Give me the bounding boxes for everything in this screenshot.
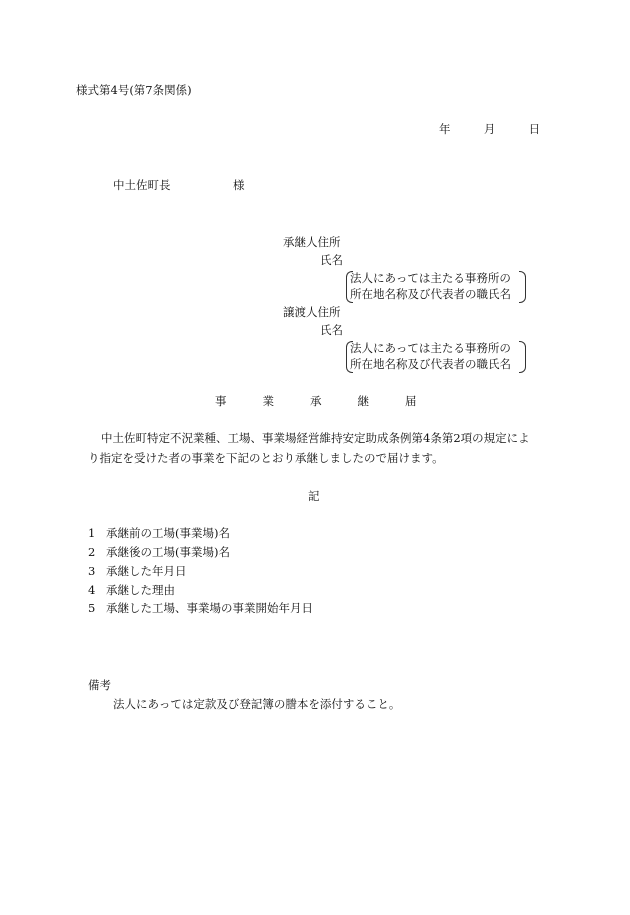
item-number: 3	[88, 564, 96, 578]
item-text: 承継前の工場(事業場)名	[106, 526, 230, 540]
title-char: 業	[262, 394, 274, 408]
date-line	[439, 122, 540, 137]
right-bracket	[519, 341, 526, 373]
successor-name-label: 氏名	[320, 253, 343, 267]
list-item	[88, 526, 230, 541]
document-title	[215, 394, 417, 409]
successor-note-line2: 所在地名称及び代表者の職氏名	[350, 287, 511, 301]
addressee-honorific: 様	[233, 178, 245, 192]
date-month: 月	[483, 122, 496, 136]
successor-address-label: 承継人住所	[283, 235, 341, 249]
date-day: 日	[528, 122, 541, 136]
transferor-address-label: 譲渡人住所	[283, 305, 341, 319]
title-char: 届	[405, 394, 417, 408]
item-number: 4	[88, 583, 96, 597]
remarks-text: 法人にあっては定款及び登記簿の謄本を添付すること。	[113, 697, 401, 711]
form-label: 様式第4号(第7条関係)	[76, 83, 192, 97]
date-year: 年	[439, 122, 451, 136]
item-number: 2	[88, 545, 96, 559]
item-text: 承継した工場、事業場の事業開始年月日	[106, 601, 313, 615]
list-item	[88, 545, 230, 560]
item-text: 承継した年月日	[106, 564, 187, 578]
transferor-name-label: 氏名	[320, 323, 343, 337]
item-number: 5	[88, 601, 96, 615]
list-item	[88, 601, 313, 616]
ki-heading: 記	[308, 489, 320, 503]
addressee-name: 中土佐町長	[113, 178, 171, 192]
list-item	[88, 564, 187, 579]
right-bracket	[519, 271, 526, 303]
transferor-note	[346, 340, 526, 372]
title-char: 事	[215, 394, 227, 408]
item-number: 1	[88, 526, 96, 540]
transferor-note-line1: 法人にあっては主たる事務所の	[350, 341, 511, 355]
successor-note	[346, 270, 526, 302]
list-item	[88, 583, 175, 598]
transferor-note-line2: 所在地名称及び代表者の職氏名	[350, 357, 511, 371]
title-char: 継	[357, 394, 369, 408]
successor-note-line1: 法人にあっては主たる事務所の	[350, 271, 511, 285]
item-text: 承継した理由	[106, 583, 175, 597]
title-char: 承	[310, 394, 322, 408]
item-text: 承継後の工場(事業場)名	[106, 545, 230, 559]
body-line-1: 中土佐町特定不況業種、工場、事業場経営維持安定助成条例第4条第2項の規定によ	[101, 431, 530, 445]
body-line-2: り指定を受けた者の事業を下記のとおり承継しましたので届けます。	[88, 451, 444, 465]
remarks-label: 備考	[88, 678, 111, 692]
